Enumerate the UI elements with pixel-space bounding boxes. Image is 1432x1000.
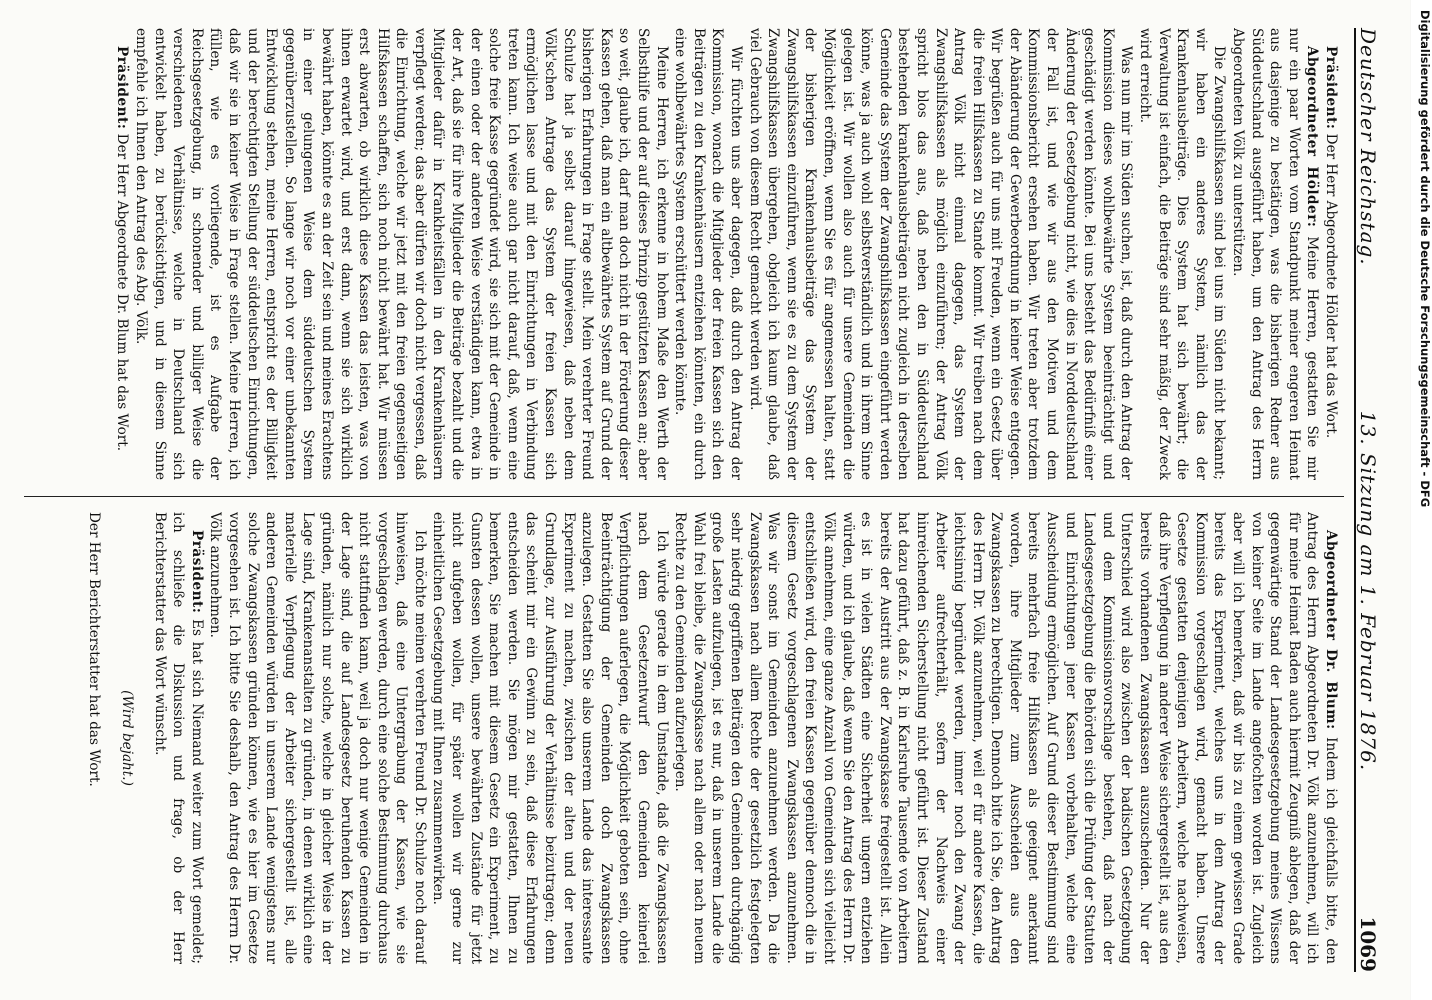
dfg-credit-text: Digitalisierung gefördert durch die Deutsche Forschungsgemeinschaft - DFG [1418, 10, 1432, 508]
speaker-name: Abgeordneter Dr. Blum: [1323, 530, 1339, 730]
paragraph [85, 512, 104, 964]
paragraph-text: Die Zwangshilfskassen sind bei uns im Süden nicht bekannt; wir haben ein anderes System, nämlich das der Krankenhausbeiträge. Dies System hat sich bewährt; die Verwaltung ist einfach, die Beiträge sind sehr mäßig, der Zweck wird erreicht. [1137, 28, 1228, 480]
paragraph-text: Indem ich gleichfalls bitte, den Antrag des Herrn Abgeordneten Dr. Völk anzunehmen, will ich für meine Heimat Baden auch hiermit Zeugniß ablegen, daß der gegenwärtige Stand der Landesgesetzgebung meines Wissens von keiner Seite im Lande angefochten worden ist. Zugleich aber will ich bemerken, daß wir bis zu einem gewissen Grade bereits das Experiment, welches uns in dem Antrag der Kommission vorgeschlagen wird, gemacht haben. Unsere Gesetze gestatten denjenigen Arbeitern, welche nachweisen, daß ihre Verpflegung in anderer Weise sichergestellt ist, aus den bereits vorhandenen Zwangskassen auszuscheiden. Nur der Unterschied wird also zwischen der badischen Gesetzgebung und dem Kommissionsvorschlage bestehen, daß nach der Landesgesetzgebung die Behörden sich die Prüfung der Statuten und Einrichtungen jener Kassen vorbehalten, welche eine Ausscheidung ermöglichen. Auf Grund dieser Bestimmung sind bereits mehrfach freie Hilfskassen als geeignet anerkannt worden, ihre Mitglieder zum Ausscheiden aus den Zwangskassen zu berechtigen. Dennoch bitte ich Sie, den Antrag des Herrn Dr. Völk anzunehmen, weil er für andere Kassen, die leichtsinnig begründet werden, immer noch den Zwang der Arbeiter aufrechterhält, sofern der Nachweis einer hinreichenden Sicherstellung nicht geführt ist. Dieser Zustand hat dazu geführt, daß z. B. in Karlsruhe Tausende von Arbeitern bereits der Austritt aus der Zwangskasse freigestellt ist. Allein es ist in vielen Städten eine Sicherheit ungern entziehen würden, und ich glaube, daß wenn Sie den Antrag des Herrn Dr. Völk annehmen, eine ganze Anzahl von Gemeinden sich vielleicht entschließen wird, den freien Kassen gegenüber dennoch die in diesem Gesetz vorgeschlagenen Zwangskassen anzunehmen. Was wir sonst im Gemeinden anzunehmen werden. Da die Zwangskassen nach allem Rechte der gesetzlich festgelegten sehr niedrig gegriffenen Beiträgen den Gemeinden durchgängig große Lasten aufzulegen, ist es nur, daß in unserem Lande die Wahl frei bleibe, die Zwangskasse nach allem oder nach neuem Rechte zu den Gemeinden aufzuerlegen. [672, 512, 1339, 964]
speaker-name: Präsident: [114, 46, 131, 130]
paragraph-text: Der Herr Abgeordnete Dr. Blum hat das Wort. [114, 129, 131, 452]
paragraph-text: Es hat sich Niemand weiter zum Wort gemeldet; ich schließe die Diskussion und frage, ob der Herr Berichterstatter das Wort wünscht. [151, 512, 205, 964]
paragraph [113, 28, 132, 480]
paragraph [206, 512, 429, 964]
paragraph [671, 28, 745, 480]
paragraph [1321, 28, 1340, 480]
paragraph-text: Was nun mir im Süden suchen, ist, daß durch den Antrag der Kommission dieses wohlbewährte System beeinträchtigt und geschädigt werden könnte. Bei uns besteht das Bedürfniß einer Änderung der Gesetzgebung nicht, wie dies in Norddeutschland der Fall ist, und wie wir aus den Motiven und dem Kommissionsbericht ersehen haben. Wir treten aber trotzdem der Abänderung der Gewerbeordnung in keiner Weise entgegen. Wir begrüßen auch für uns mit Freuden, wenn ein Gesetz über die freien Hilfskassen zu Stande kommt. Wir treiben nach dem Antrag Völk nicht einmal dagegen, das System der Zwangshilfskassen als möglich einzuführen; der Antrag Völk spricht blos das aus, daß neben den in Süddeutschland bestehenden krankenhausbeiträgen nicht zugleich in derselben Gemeinde das System der Zwangshilfskassen eingeführt werden könne, was ja auch wohl selbstverständlich und in ihrem Sinne gelegen ist. Wir wollen also auch für unsere Gemeinden die Möglichkeit eröffnen, wenn Sie es für angemessen halten, statt der bisherigen Krankenhausbeiträge das System der Zwangshilfskassen einzuführen, wenn sie es zu dem System der Zwangshilfskassen übergehen, obgleich ich kaum glaube, daß viel Gebrauch von diesem Recht gemacht werden wird. [746, 28, 1135, 480]
paragraph [131, 28, 670, 480]
speaker-name: Präsident: [188, 530, 205, 614]
session-title: 13. Sitzung am 1. Februar 1876. [1356, 410, 1380, 772]
page-header [1354, 28, 1396, 972]
right-column [20, 512, 1340, 964]
paragraph-text: Der Herr Berichterstatter hat das Wort. [86, 512, 103, 787]
page-number: 1069 [1356, 916, 1380, 972]
paragraph-text: Meine Herren, ich erkenne in hohem Maße den Werth der Selbsthilfe und der auf dieses Prinzip gestützten Kassen an; aber so weit, glaube ich, darf man doch nicht in der Förderung dieser Kassen gehen, daß man ein altbewährtes System auf Grund der bisherigen Erfahrungen in Frage stellt. Mein verehrter Freund Schulze hat ja selbst darauf hingewiesen, daß neben dem Völk'schen Antrage das System der freien Kassen sich ermöglichen lasse und mit den Einrichtungen in Verbindung treten kann. Ich weise auch gar nicht darauf, daß, wenn eine solche freie Kasse gegründet wird, sie sich mit der Gemeinde in der einen oder der anderen Weise verständigen kann, etwa in der Art, daß sie für ihre Mitglieder die Beiträge bezahlt und die Mitglieder dafür in Krankheitsfällen in den Krankenhäusern verpflegt werden; das aber dürfen wir doch nicht vergessen, daß die Einrichtung, welche wir jetzt mit den freien gegenseitigen Hilfskassen schaffen, sich noch nicht bewährt hat. Wir müssen erst abwarten, ob wirklich diese Kassen das leisten, was von ihnen erwartet wird, und erst dann, wenn sie sich wirklich bewährt haben, könnte es an der Zeit sein und meines Erachtens in einer gelungenen Weise dem süddeutschen System gegenüberzustellen. So lange wir noch vor einer unbekannten Entwicklung stehen, meine Herren, entspricht es der Billigkeit und der berechtigten Stellung der süddeutschen Einrichtungen, daß wir sie in keiner Weise in Frage stellen. Meine Herren, ich füllen, wie es vorliegende, ist es Aufgabe der Reichsgesetzgebung, in schonender und billiger Weise die verschiedenen Verhältnisse, welche in Deutschland sich entwickelt haben, zu berücksichtigen, und in diesem Sinne empfehle ich Ihnen den Antrag des Abg. Völk. [133, 28, 670, 480]
paragraph [150, 512, 206, 964]
paragraph [745, 28, 1135, 480]
paragraph-text: Meine Herren, gestatten Sie mir nur ein paar Worten vom Standpunkt meiner engeren Heimat aus dasjenige zu bestätigen, was die bisherigen Redner aus Süddeutschland ausgeführt haben, um den Antrag des Herrn Abgeordneten Völk zu unterstützen. [1230, 28, 1321, 480]
column-divider [24, 496, 1344, 497]
paragraph-text: (Wird bejaht.) [119, 690, 135, 786]
paragraph-text: Der Herr Abgeordnete Hölder hat das Wort. [1323, 129, 1339, 439]
left-column [20, 28, 1340, 480]
speaker-name: Abgeordneter Hölder: [1304, 46, 1321, 228]
paragraph [117, 512, 136, 964]
paragraph-text: Ich würde gerade in dem Umstande, daß die Zwangskassen nach dem Gesetzentwurf den Gemeinden keinerlei Verpflichtungen auferlegen, die Möglichkeit geboten sein, ohne Beeinträchtigung der Gemeinden doch Zwangskassen anzulegen. Gestatten Sie also unserem Lande das interessante Experiment zu machen, zwischen der alten und der neuen Grundlage, zur Ausführung der Verhältnisse beizutragen; denn das scheint mir ein Gewinn zu sein, daß diese Erfahrungen entscheiden werden. Sie mögen mir gestatten, Ihnen zu bemerken, Sie machen mit diesem Gesetz ein Experiment, zu Gunsten dessen wollen, unsere bewährten Zustände für jetzt nicht aufgeben wollen, für später wollen wir gerne zur einheitlichen Gesetzgebung mit Ihnen zusammenwirken. [430, 512, 670, 964]
dfg-credit-strip [1411, 0, 1432, 1000]
paragraph [671, 512, 1340, 964]
paragraph [1135, 28, 1228, 480]
paragraph-text: Ich möchte meinen verehrten Freund Dr. Schulze noch darauf hinweisen, daß eine Untergrabung der Kassen, wie sie vorgeschlagen werden, durch eine solche Bestimmung durchaus nicht stattfinden kann, weil ja doch nur wenige Gemeinden in der Lage sind, die auf Landesgesetz beruhenden Kassen zu gründen, nämlich nur solche, welche in gleicher Weise in der Lage sind, Krankenanstalten zu gründen, in denen wirklich eine materielle Verpflegung der Arbeiter sichergestellt ist, alle anderen Gemeinden würden in unserem Lande wenigstens nur solche Zwangskassen gründen können, wie es hier im Gesetze vorgesehen ist. Ich bitte Sie deshalb, den Antrag des Herrn Dr. Völk anzunehmen. [207, 512, 428, 964]
paragraph [1228, 28, 1321, 480]
paragraph [429, 512, 671, 964]
publication-title: Deutscher Reichstag. [1356, 28, 1380, 266]
paragraph-text: Wir fürchten uns aber dagegen, daß durch den Antrag der Kommission, wonach die Mitglieder der freien Kassen sich den Beiträgen zu den Krankenhäusern entziehen könnten, ein durch eine wohlbewährtes System erschüttert werden könnte. [672, 28, 744, 480]
speaker-name: Präsident: [1323, 46, 1339, 130]
